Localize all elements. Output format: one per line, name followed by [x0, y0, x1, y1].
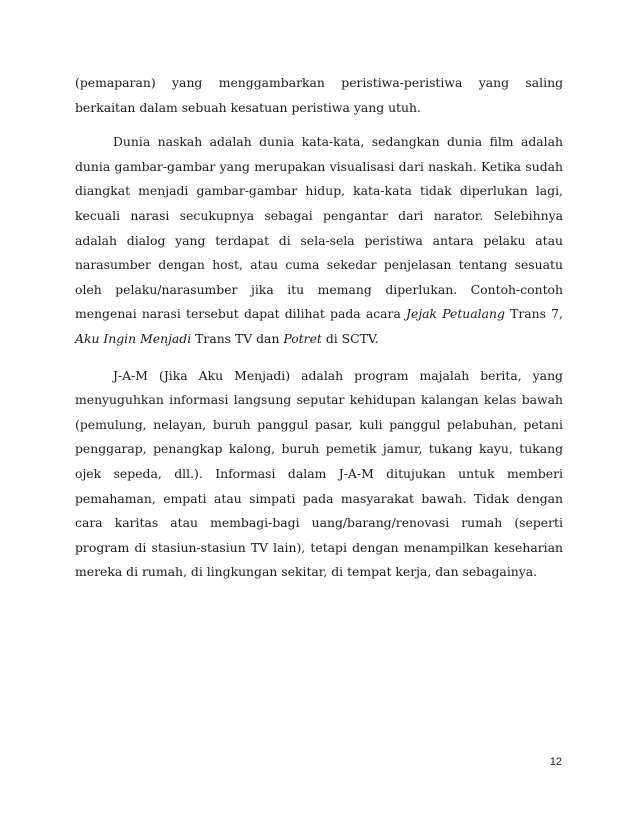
- program-title-jejak-petualang: Jejak Petualang: [406, 306, 505, 322]
- channel-transtv: Trans TV dan: [191, 330, 284, 346]
- channel-sctv: di SCTV.: [321, 330, 379, 346]
- program-title-potret: Potret: [283, 330, 322, 346]
- body-text: [75, 71, 563, 585]
- paragraph-jam: J-A-M (Jika Aku Menjadi) adalah program majalah berita, yang menyuguhkan informasi langsung seputar kehidupan kalangan kelas bawah (pemulung, nelayan, buruh panggul pasar, kuli panggul pelabuhan, petani penggarap, penangkap kalong, buruh pemetik jamur, tukang kayu, tukang ojek sepeda, dll.). Informasi dalam J-A-M ditujukan untuk memberi pemahaman, empati atau simpati pada masyarakat bawah. Tidak dengan cara karitas atau membagi-bagi uang/barang/renovasi rumah (seperti program di stasiun-stasiun TV lain), tetapi dengan menampilkan keseharian mereka di rumah, di lingkungan sekitar, di tempat kerja, dan sebagainya.: [75, 367, 563, 580]
- program-title-aku-ingin-menjadi: Aku Ingin Menjadi: [75, 330, 192, 346]
- channel-trans7: Trans 7,: [504, 306, 563, 322]
- paragraph-continuation: (pemaparan) yang menggambarkan peristiwa-peristiwa yang saling berkaitan dalam sebuah kesatuan peristiwa yang utuh.: [75, 75, 563, 115]
- paragraph-naskah-film: [75, 130, 563, 351]
- paragraph-naskah-film-text: Dunia naskah adalah dunia kata-kata, sedangkan dunia film adalah dunia gambar-gambar yang merupakan visualisasi dari naskah. Ketika sudah diangkat menjadi gambar-gambar hidup, kata-kata tidak diperlukan lagi, kecuali narasi secukupnya sebagai pengantar dari narator. Selebihnya adalah dialog yang terdapat di sela-sela peristiwa antara pelaku atau narasumber dengan host, atau cuma sekedar penjelasan tentang sesuatu oleh pelaku/narasumber jika itu memang diperlukan. Contoh-contoh mengenai narasi tersebut dapat dilihat pada acara: [75, 134, 563, 322]
- page-number: 12: [549, 756, 562, 768]
